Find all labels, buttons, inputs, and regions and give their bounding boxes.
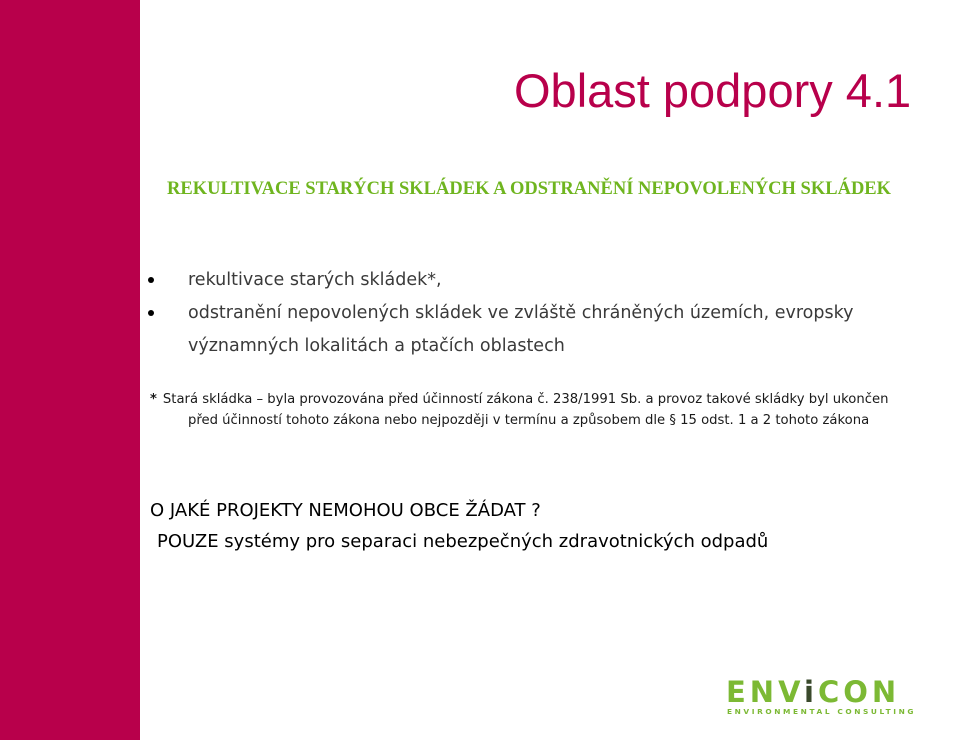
- bullet-text: odstranění nepovolených skládek ve zvláště chráněných územích, evropsky významných lokalitách a ptačích oblastech: [188, 303, 854, 356]
- logo-wordmark-env: ENV: [726, 675, 805, 709]
- left-accent-bar: [0, 0, 140, 740]
- bullet-dot-icon: [148, 310, 154, 316]
- question-heading: O JAKÉ PROJEKTY NEMOHOU OBCE ŽÁDAT ?: [150, 500, 541, 521]
- bullet-list: [148, 264, 938, 363]
- footnote-star: *: [150, 392, 157, 407]
- footnote: [150, 389, 958, 431]
- slide-title: Oblast podpory 4.1: [514, 64, 912, 117]
- bullet-dot-icon: [148, 277, 154, 283]
- answer-text: POUZE systémy pro separaci nebezpečných zdravotnických odpadů: [157, 531, 769, 552]
- logo-tagline: ENVIRONMENTAL CONSULTING: [727, 707, 917, 716]
- bullet-item: [148, 297, 938, 363]
- bullet-item: [148, 264, 938, 297]
- logo-wordmark-con: CON: [817, 675, 901, 709]
- section-heading: REKULTIVACE STARÝCH SKLÁDEK A ODSTRANĚNÍ NEPOVOLENÝCH SKLÁDEK: [167, 179, 892, 199]
- footnote-line-2: před účinností tohoto zákona nebo nejpozději v termínu a způsobem dle § 15 odst. 1 a 2 tohoto zákona: [188, 413, 870, 428]
- footnote-text-1: Stará skládka – byla provozována před účinností zákona č. 238/1991 Sb. a provoz takové skládky byl ukončen: [162, 392, 889, 407]
- logo-wordmark-i: i: [804, 675, 818, 709]
- envicon-logo: [726, 675, 917, 720]
- bullet-text: rekultivace starých skládek*,: [188, 270, 442, 290]
- footnote-line-1: [150, 392, 888, 407]
- logo-wordmark: [726, 676, 900, 708]
